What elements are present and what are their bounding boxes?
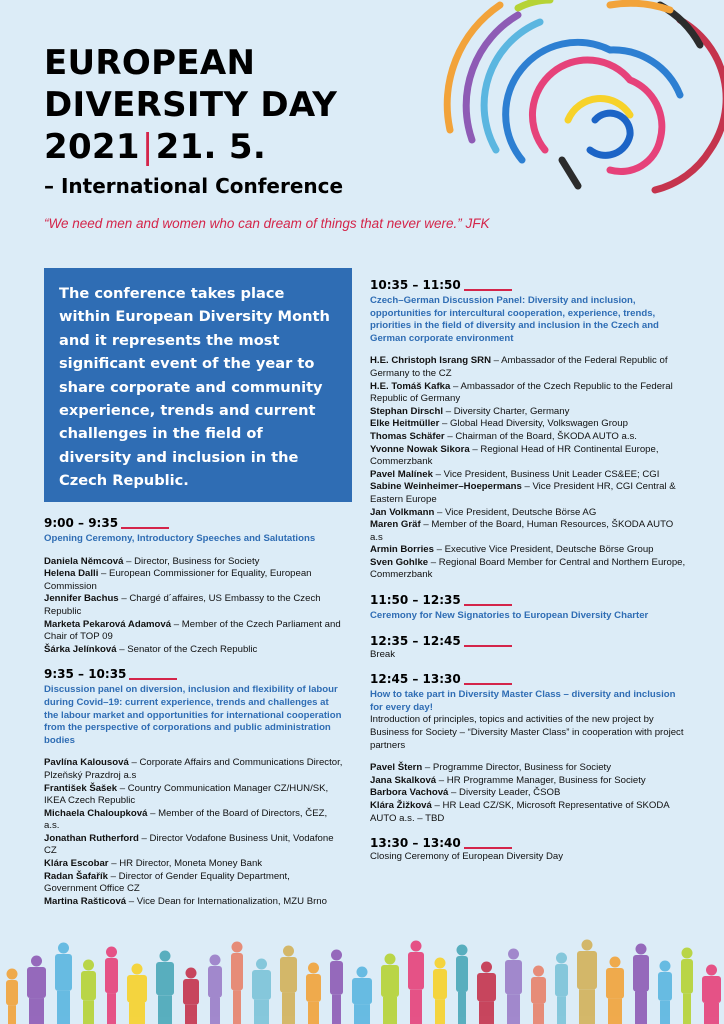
program-right-column (370, 277, 688, 874)
speaker: Pavel Malínek – Vice President, Business Unit Leader CS&EE; CGI (370, 468, 660, 480)
speaker: Jan Volkmann – Vice President, Deutsche Börse AG (370, 506, 597, 518)
person-silhouette (658, 961, 672, 1024)
speaker: Yvonne Nowak Sikora – Regional Head of HR Continental Europe, Commerzbank (370, 443, 659, 468)
person-silhouette (433, 958, 447, 1024)
person-silhouette (330, 950, 343, 1024)
time-label: 11:50 – 12:35 (370, 593, 461, 608)
person-silhouette (252, 959, 271, 1024)
time-underline (464, 604, 512, 606)
program-block (370, 592, 688, 623)
time-underline (129, 678, 177, 680)
speaker: Barbora Vachová – Diversity Leader, ČSOB (370, 787, 561, 799)
time-slot (370, 671, 688, 687)
program-block (44, 666, 344, 908)
title-line-1: EUROPEAN (44, 43, 256, 83)
title-year: 2021 (44, 127, 140, 167)
speaker: František Šašek – Country Communication Manager CZ/HUN/SK, IKEA Czech Republic (44, 782, 329, 807)
speaker: Radan Šafařík – Director of Gender Equality Department, Government Office CZ (44, 870, 290, 895)
person-silhouette (352, 967, 372, 1024)
logo-arc (610, 3, 670, 10)
logo-arc (655, 20, 724, 190)
session-title: Czech–German Discussion Panel: Diversity and inclusion, opportunities for intercultural cooperation, experience, trends, priorities in the field of diversity and inclusion in the Czech and German corporate environment (370, 295, 659, 344)
person-silhouette (577, 940, 597, 1024)
person-silhouette (280, 946, 297, 1024)
title-separator: | (141, 127, 154, 167)
page-subtitle: – International Conference (44, 174, 344, 198)
page-title (44, 42, 337, 168)
speaker: Armin Borries – Executive Vice President, Deutsche Börse Group (370, 544, 654, 556)
time-underline (464, 645, 512, 647)
person-silhouette (81, 960, 96, 1024)
person-silhouette (408, 941, 424, 1024)
quote: “We need men and women who can dream of things that never were.” JFK (44, 216, 490, 231)
speaker: Marketa Pekarová Adamová – Member of the Czech Parliament and Chair of TOP 09 (44, 618, 341, 643)
person-silhouette (231, 942, 243, 1024)
program-block (370, 835, 688, 864)
title-line-2: DIVERSITY DAY (44, 85, 338, 125)
person-silhouette (55, 943, 72, 1024)
person-silhouette (156, 951, 174, 1024)
speaker: Michaela Chaloupková – Member of the Board of Directors, ČEZ, a.s. (44, 807, 328, 832)
speaker: Klára Escobar – HR Director, Moneta Money Bank (44, 858, 263, 870)
person-silhouette (6, 969, 18, 1024)
logo-arc (562, 160, 578, 186)
speaker: Helena Dalli – European Commissioner for Equality, European Commission (44, 568, 312, 592)
session-title: Discussion panel on diversion, inclusion and flexibility of labour during Covid–19: current experience, trends and challenges at the labour market and opportunities for international cooperation from the perspective of corporations and public administration bodies (44, 684, 342, 746)
logo-arc (590, 113, 630, 155)
speaker: Maren Gräf – Member of the Board, Human Resources, ŠKODA AUTO a.s (370, 519, 674, 543)
person-silhouette (208, 955, 222, 1024)
time-label: 12:35 – 12:45 (370, 633, 461, 648)
person-silhouette (702, 965, 721, 1024)
time-slot (44, 515, 344, 531)
program-block (370, 277, 688, 582)
logo-arc (518, 0, 550, 8)
speaker: Klára Žižková – HR Lead CZ/SK, Microsoft Representative of SKODA AUTO a.s. – TBD (370, 800, 670, 824)
speaker: Šárka Jelínková – Senator of the Czech Republic (44, 643, 258, 655)
speaker: Pavel Štern – Programme Director, Business for Society (370, 762, 612, 774)
speaker: Thomas Schäfer – Chairman of the Board, ŠKODA AUTO a.s. (370, 430, 637, 442)
session-description: Introduction of principles, topics and activities of the new project by Business for Society – “Diversity Master Class” in cooperation with project partners (370, 714, 684, 751)
people-silhouettes (0, 926, 724, 1024)
title-date: 21. 5. (155, 127, 267, 167)
program-block (370, 633, 688, 662)
speaker: H.E. Christoph Israng SRN – Ambassador of the Federal Republic of Germany to the CZ (370, 355, 668, 379)
speaker: Jennifer Bachus – Chargé d´affaires, US Embassy to the Czech Republic (44, 593, 321, 617)
time-underline (121, 527, 169, 529)
person-silhouette (105, 947, 118, 1024)
person-silhouette (477, 962, 496, 1024)
session-title: How to take part in Diversity Master Class – diversity and inclusion for every day! (370, 689, 676, 713)
speaker: Sven Gohlke – Regional Board Member for Central and Northern Europe, Commerzbank (370, 556, 686, 581)
time-underline (464, 847, 512, 849)
time-slot (44, 666, 344, 682)
session-title: Ceremony for New Signatories to European Diversity Charter (370, 610, 649, 622)
person-silhouette (183, 968, 199, 1024)
program-left-column (44, 515, 344, 918)
person-silhouette (633, 944, 649, 1024)
break-text: Break (370, 648, 396, 660)
person-silhouette (456, 945, 468, 1024)
person-silhouette (127, 964, 147, 1024)
closing-text: Closing Ceremony of European Diversity Day (370, 851, 564, 863)
time-slot (370, 835, 688, 851)
person-silhouette (381, 954, 399, 1024)
person-silhouette (606, 957, 624, 1024)
time-label: 9:35 – 10:35 (44, 667, 127, 682)
speaker: Jana Skalková – HR Programme Manager, Business for Society (370, 774, 646, 786)
speaker: Elke Heitmüller – Global Head Diversity, Volkswagen Group (370, 418, 628, 430)
speaker: Stephan Dirschl – Diversity Charter, Germany (370, 405, 570, 417)
time-underline (464, 289, 512, 291)
intro-box: The conference takes place within European Diversity Month and it represents the most significant event of the year to share corporate and community experience, trends and current challenges in the field of diversity and inclusion in the Czech Republic. (44, 268, 352, 502)
time-label: 13:30 – 13:40 (370, 836, 461, 851)
person-silhouette (681, 948, 693, 1024)
time-slot (370, 633, 688, 649)
time-slot (370, 592, 688, 608)
session-title: Opening Ceremony, Introductory Speeches and Salutations (44, 533, 316, 544)
speaker: Martina Rašticová – Vice Dean for Internationalization, MZU Brno (44, 895, 327, 907)
program-block (370, 671, 688, 825)
time-label: 10:35 – 11:50 (370, 278, 461, 292)
person-silhouette (306, 963, 321, 1024)
speaker: Sabine Weinheimer–Hoepermans – Vice President HR, CGI Central & Eastern Europe (370, 481, 676, 505)
title-line-3 (44, 126, 337, 168)
person-silhouette (505, 949, 522, 1024)
person-silhouette (27, 956, 46, 1024)
program-block (44, 515, 344, 656)
speaker: Pavlína Kalousová – Corporate Affairs and Communications Director, Plzeňský Prazdroj a.s (44, 757, 343, 781)
speaker: H.E. Tomáš Kafka – Ambassador of the Czech Republic to the Federal Republic of Germany (370, 380, 673, 405)
time-label: 12:45 – 13:30 (370, 672, 461, 687)
time-slot (370, 277, 688, 293)
fingerprint-arcs-logo (430, 0, 724, 200)
speaker: Daniela Němcová – Director, Business for Society (44, 555, 260, 567)
time-label: 9:00 – 9:35 (44, 516, 119, 530)
person-silhouette (531, 966, 546, 1024)
person-silhouette (555, 953, 568, 1024)
speaker: Jonathan Rutherford – Director Vodafone Business Unit, Vodafone CZ (44, 832, 334, 857)
time-underline (464, 683, 512, 685)
